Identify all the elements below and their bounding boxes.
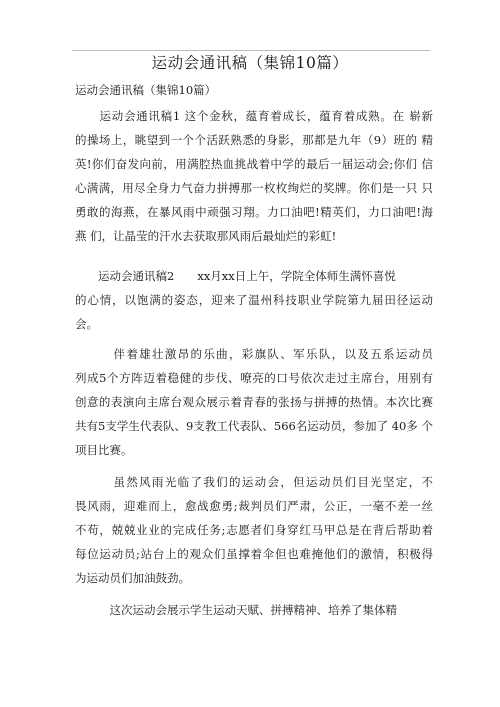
text-line: 伴着雄壮激昂的乐曲，彩旗队、军乐队，以及五系运动员 — [75, 347, 433, 361]
text-line: 运动会通讯稿1 这个金秋，蕴育着成长，蕴育着成熟。在 崭新 — [75, 109, 433, 123]
document-title: 运动会通讯稿（集锦10篇） — [151, 54, 349, 72]
text-line: 的心情，以饱满的姿态，迎来了温州科技职业学院第九届田径运动 — [75, 293, 433, 307]
text-line: 每位运动员;站台上的观众们虽撑着伞但也难掩他们的激情，积极得 — [75, 547, 433, 561]
paragraph-5 — [75, 598, 433, 622]
paragraph-2 — [75, 264, 433, 336]
text-line: 燕 们，让晶莹的汗水去获取那风雨后最灿烂的彩虹! — [75, 229, 337, 243]
text-line: 这次运动会展示学生运动天赋、拼搏精神、培养了集体精 — [75, 603, 397, 617]
text-line: 项目比赛。 — [75, 443, 133, 457]
document-subtitle: 运动会通讯稿（集锦10篇） — [75, 83, 217, 97]
paragraph-4 — [75, 470, 433, 590]
text-line: 勇敢的海燕，在暴风雨中顽强习翔。力口油吧!精英们，力口油吧!海 — [75, 205, 433, 219]
text-line: 会。 — [75, 317, 98, 331]
paragraph-3 — [75, 342, 433, 462]
text-line: 虽然风雨光临了我们的运动会，但运动员们目光坚定，不 — [75, 475, 433, 489]
text-line: 的操场上，眺望到一个个活跃熟悉的身影，那都是九年（9）班的 精 — [75, 133, 433, 147]
header-rule — [72, 50, 430, 51]
text-line: 共有5支学生代表队、9支教工代表队、566名运动员，参加了 40多 个 — [75, 419, 433, 433]
text-line: 畏风雨，迎难而上，愈战愈勇;裁判员们严肃，公正，一毫不差一丝 — [75, 499, 433, 513]
text-line: 列成5个方阵迈着稳健的步伐、嘹亮的口号依次走过主席台，用别有 — [75, 371, 433, 385]
text-line: 运动会通讯稿2 xx月xx日上午，学院全体师生满怀喜悦 — [75, 269, 396, 283]
text-line: 英!你们奋发向前，用满腔热血挑战着中学的最后一届运动会;你们 信 — [75, 157, 433, 171]
text-line: 为运动员们加油鼓劲。 — [75, 571, 190, 585]
text-line: 心满满，用尽全身力气奋力拼搏那一枚枚绚烂的奖牌。你们是一只 只 — [75, 181, 433, 195]
text-line: 创意的表演向主席台观众展示着青春的张扬与拼搏的热情。本次比赛 — [75, 395, 433, 409]
text-line: 不苟，兢兢业业的完成任务;志愿者们身穿红马甲总是在背后帮助着 — [75, 523, 433, 537]
paragraph-1 — [75, 104, 433, 248]
